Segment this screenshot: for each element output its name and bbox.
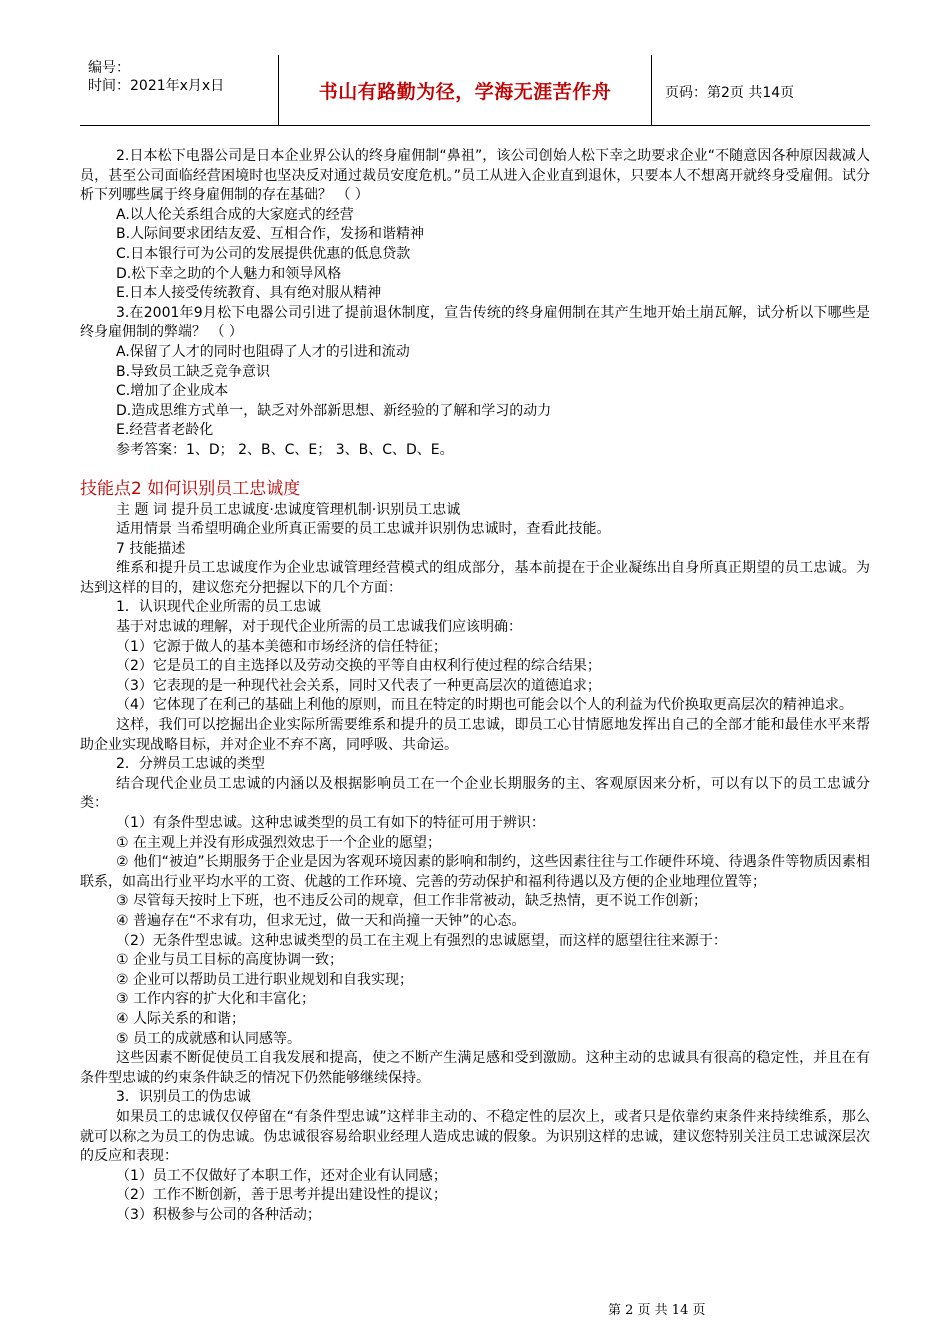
body-paragraph: ③ 尽管每天按时上下班，也不违反公司的规章，但工作非常被动，缺乏热情，更不说工作创新； bbox=[116, 893, 707, 910]
body-paragraph: C.日本银行可为公司的发展提供优惠的低息贷款 bbox=[116, 245, 411, 262]
body-paragraph: （3）它表现的是一种现代社会关系，同时又代表了一种更高层次的道德追求； bbox=[116, 677, 601, 694]
body-paragraph: 2.日本松下电器公司是日本企业界公认的终身雇佣制“鼻祖”，该公司创始人松下幸之助要求企业“不随意因各种原因裁减人员，甚至公司面临经营困境时也坚决反对通过裁员安度危机。”员工从进入企业直到退休，只要本人不想离开就终身受雇佣。试分析下列哪些属于终身雇佣制的存在基础？ （ ） bbox=[80, 148, 870, 204]
body-paragraph: （3）积极参与公司的各种活动； bbox=[116, 1206, 321, 1223]
section-heading: 技能点2 如何识别员工忠诚度 bbox=[80, 478, 301, 499]
body-paragraph: ② 企业可以帮助员工进行职业规划和自我实现； bbox=[116, 971, 413, 988]
page-header bbox=[80, 55, 870, 126]
body-paragraph: D.松下幸之助的个人魅力和领导风格 bbox=[116, 265, 342, 282]
body-paragraph: ③ 工作内容的扩大化和丰富化； bbox=[116, 991, 316, 1008]
body-paragraph: B.人际间要求团结友爱、互相合作，发扬和谐精神 bbox=[116, 226, 425, 243]
header-motto: 书山有路勤为径，学海无涯苦作舟 bbox=[318, 80, 612, 103]
body-paragraph: 结合现代企业员工忠诚的内涵以及根据影响员工在一个企业长期服务的主、客观原因来分析，可以有以下的员工忠诚分类： bbox=[80, 775, 870, 812]
body-paragraph: （4）它体现了在利己的基础上利他的原则，而且在特定的时期也可能会以个人的利益为代价换取更高层次的精神追求。 bbox=[116, 697, 853, 714]
header-page-info: 页码：第2页 共14页 bbox=[665, 85, 795, 101]
body-paragraph: ④ 普遍存在“不求有功，但求无过，做一天和尚撞一天钟”的心态。 bbox=[116, 912, 526, 929]
body-paragraph: ① 在主观上并没有形成强烈效忠于一个企业的愿望； bbox=[116, 834, 441, 851]
body-paragraph: ② 他们“被迫”长期服务于企业是因为客观环境因素的影响和制约，这些因素往往与工作硬件环境、待遇条件等物质因素相联系，如高出行业平均水平的工资、优越的工作环境、完善的劳动保护和福利待遇以及方便的企业地理位置等； bbox=[80, 854, 870, 890]
body-paragraph: （1）有条件型忠诚。这种忠诚类型的员工有如下的特征可用于辨识： bbox=[116, 815, 545, 831]
body-paragraph: 参考答案：1、D； 2、B、C、E； 3、B、C、D、E。 bbox=[116, 441, 454, 458]
body-paragraph: 3.在2001年9月松下电器公司引进了提前退休制度，宣告传统的终身雇佣制在其产生地开始土崩瓦解，试分析以下哪些是终身雇佣制的弊端？ （ ） bbox=[80, 304, 870, 341]
body-paragraph: 2．分辨员工忠诚的类型 bbox=[116, 756, 265, 773]
document-body bbox=[80, 147, 870, 1225]
body-paragraph: （1）它源于做人的基本美德和市场经济的信任特征； bbox=[116, 638, 447, 655]
body-paragraph: （2）工作不断创新，善于思考并提出建设性的提议； bbox=[116, 1187, 447, 1204]
body-paragraph: （1）员工不仅做好了本职工作，还对企业有认同感； bbox=[116, 1167, 447, 1184]
document-time-label: 时间：2021年x月x日 bbox=[88, 78, 225, 94]
body-paragraph: 这些因素不断促使员工自我发展和提高，使之不断产生满足感和受到激励。这种主动的忠诚具有很高的稳定性，并且在有条件型忠诚的约束条件缺乏的情况下仍然能够继续保持。 bbox=[80, 1050, 870, 1086]
body-paragraph: D.造成思维方式单一，缺乏对外部新思想、新经验的了解和学习的动力 bbox=[116, 402, 552, 419]
body-paragraph: ④ 人际关系的和谐； bbox=[116, 1010, 246, 1027]
document-number-label: 编号： bbox=[88, 60, 130, 76]
body-paragraph: 7 技能描述 bbox=[116, 540, 186, 557]
header-meta bbox=[88, 59, 224, 95]
body-paragraph: A.以人伦关系组合成的大家庭式的经营 bbox=[116, 206, 354, 223]
body-paragraph: （2）它是员工的自主选择以及劳动交换的平等自由权利行使过程的综合结果； bbox=[116, 658, 601, 675]
body-paragraph: C.增加了企业成本 bbox=[116, 383, 229, 400]
body-paragraph: B.导致员工缺乏竞争意识 bbox=[116, 363, 271, 380]
body-paragraph: E.日本人接受传统教育、具有绝对服从精神 bbox=[116, 285, 382, 302]
body-paragraph: ⑤ 员工的成就感和认同感等。 bbox=[116, 1030, 302, 1047]
body-paragraph: （2）无条件型忠诚。这种忠诚类型的员工在主观上有强烈的忠诚愿望，而这样的愿望往往来源于： bbox=[116, 932, 727, 949]
body-paragraph: A.保留了人才的同时也阻碍了人才的引进和流动 bbox=[116, 343, 410, 360]
body-paragraph: 1．认识现代企业所需的员工忠诚 bbox=[116, 599, 321, 616]
body-paragraph: 3．识别员工的伪忠诚 bbox=[116, 1089, 251, 1106]
body-paragraph: 主 题 词 提升员工忠诚度·忠诚度管理机制·识别员工忠诚 bbox=[116, 501, 461, 518]
page-footer: 第 2 页 共 14 页 bbox=[608, 1303, 706, 1318]
body-paragraph: ① 企业与员工目标的高度协调一致； bbox=[116, 952, 344, 969]
body-paragraph: 这样，我们可以挖掘出企业实际所需要维系和提升的员工忠诚，即员工心甘情愿地发挥出自己的全部才能和最佳水平来帮助企业实现战略目标，并对企业不弃不离，同呼吸、共命运。 bbox=[80, 717, 870, 753]
body-paragraph: E.经营者老龄化 bbox=[116, 422, 214, 439]
header-motto-cell bbox=[278, 55, 652, 125]
body-paragraph: 基于对忠诚的理解，对于现代企业所需的员工忠诚我们应该明确： bbox=[116, 619, 522, 636]
body-paragraph: 适用情景 当希望明确企业所真正需要的员工忠诚并识别伪忠诚时，查看此技能。 bbox=[116, 521, 611, 538]
body-paragraph: 如果员工的忠诚仅仅停留在“有条件型忠诚”这样非主动的、不稳定性的层次上，或者只是依靠约束条件来持续维系，那么就可以称之为员工的伪忠诚。伪忠诚很容易给职业经理人造成忠诚的假象。为识别这样的忠诚，建议您特别关注员工忠诚深层次的反应和表现： bbox=[80, 1108, 870, 1165]
body-paragraph: 维系和提升员工忠诚度作为企业忠诚管理经营模式的组成部分，基本前提在于企业凝练出自身所真正期望的员工忠诚。为达到这样的目的，建议您充分把握以下的几个方面： bbox=[80, 560, 870, 596]
